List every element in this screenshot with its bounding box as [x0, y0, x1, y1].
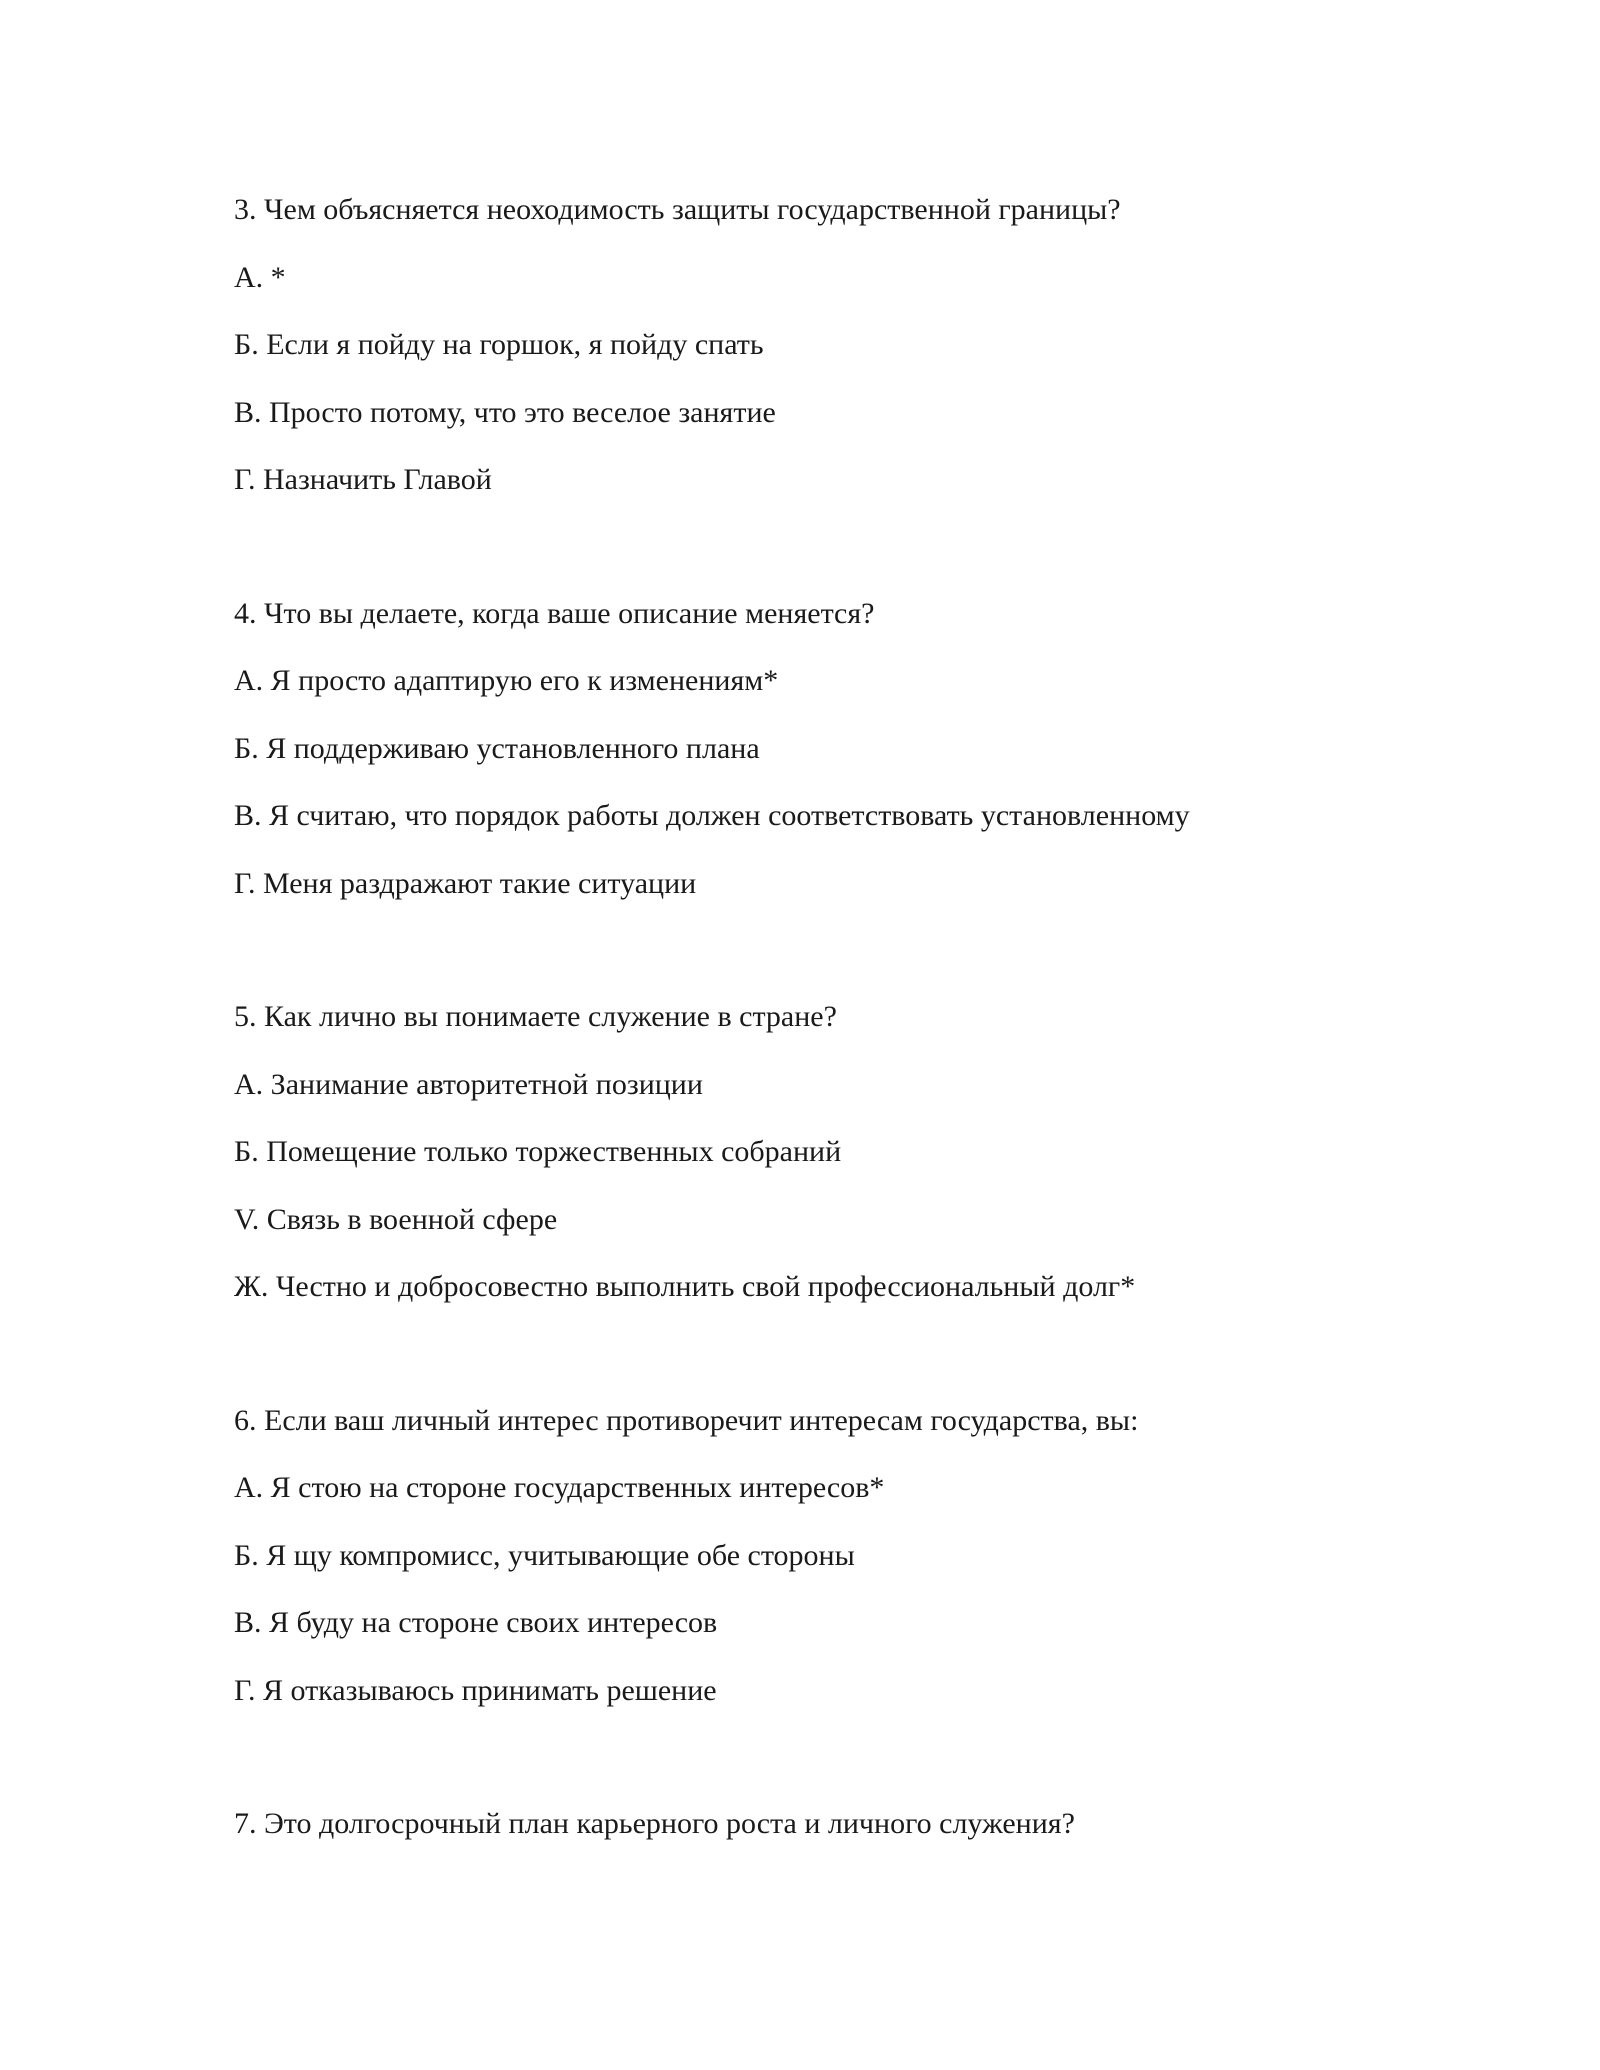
- question-text: 6. Если ваш личный интерес противоречит интересам государства, вы:: [234, 1403, 1139, 1437]
- answer-option-a: А. Занимание авторитетной позиции: [234, 1067, 703, 1101]
- question-block-6: [234, 1387, 1484, 1725]
- question-text: 3. Чем объясняется неоходимость защиты государственной границы?: [234, 193, 1121, 226]
- answer-option-v: В. Я буду на стороне своих интересов: [234, 1606, 718, 1639]
- answer-option-b: Б. Я поддерживаю установленного плана: [234, 731, 760, 765]
- answer-option-zh: Ж. Честно и добросовестно выполнить свой профессиональный долг*: [234, 1270, 1136, 1303]
- answer-option-g: Г. Назначить Главой: [234, 463, 492, 496]
- answer-option-g: Г. Я отказываюсь принимать решение: [234, 1673, 717, 1707]
- answer-option-a: А. Я просто адаптирую его к изменениям*: [234, 664, 779, 697]
- answer-option-v: V. Связь в военной сфере: [234, 1202, 558, 1236]
- question-text: 5. Как лично вы понимаете служение в стране?: [234, 1000, 837, 1033]
- answer-option-b: Б. Я щу компромисс, учитывающие обе стороны: [234, 1538, 855, 1572]
- answer-option-b: Б. Если я пойду на горшок, я пойду спать: [234, 328, 764, 361]
- answer-option-g: Г. Меня раздражают такие ситуации: [234, 866, 697, 900]
- question-block-4: [234, 580, 1484, 918]
- question-text: 7. Это долгосрочный план карьерного роста и личного служения?: [234, 1807, 1075, 1840]
- answer-option-v: В. Я считаю, что порядок работы должен соответствовать установленному: [234, 799, 1190, 832]
- question-block-7: [234, 1790, 1484, 1858]
- answer-option-a: А. *: [234, 260, 286, 294]
- answer-option-a: А. Я стою на стороне государственных интересов*: [234, 1471, 885, 1504]
- question-text: 4. Что вы делаете, когда ваше описание меняется?: [234, 596, 875, 630]
- question-block-3: [234, 176, 1484, 514]
- answer-option-v: В. Просто потому, что это веселое занятие: [234, 395, 776, 429]
- questionnaire: [234, 176, 1484, 1858]
- question-block-5: [234, 983, 1484, 1321]
- answer-option-b: Б. Помещение только торжественных собраний: [234, 1135, 842, 1168]
